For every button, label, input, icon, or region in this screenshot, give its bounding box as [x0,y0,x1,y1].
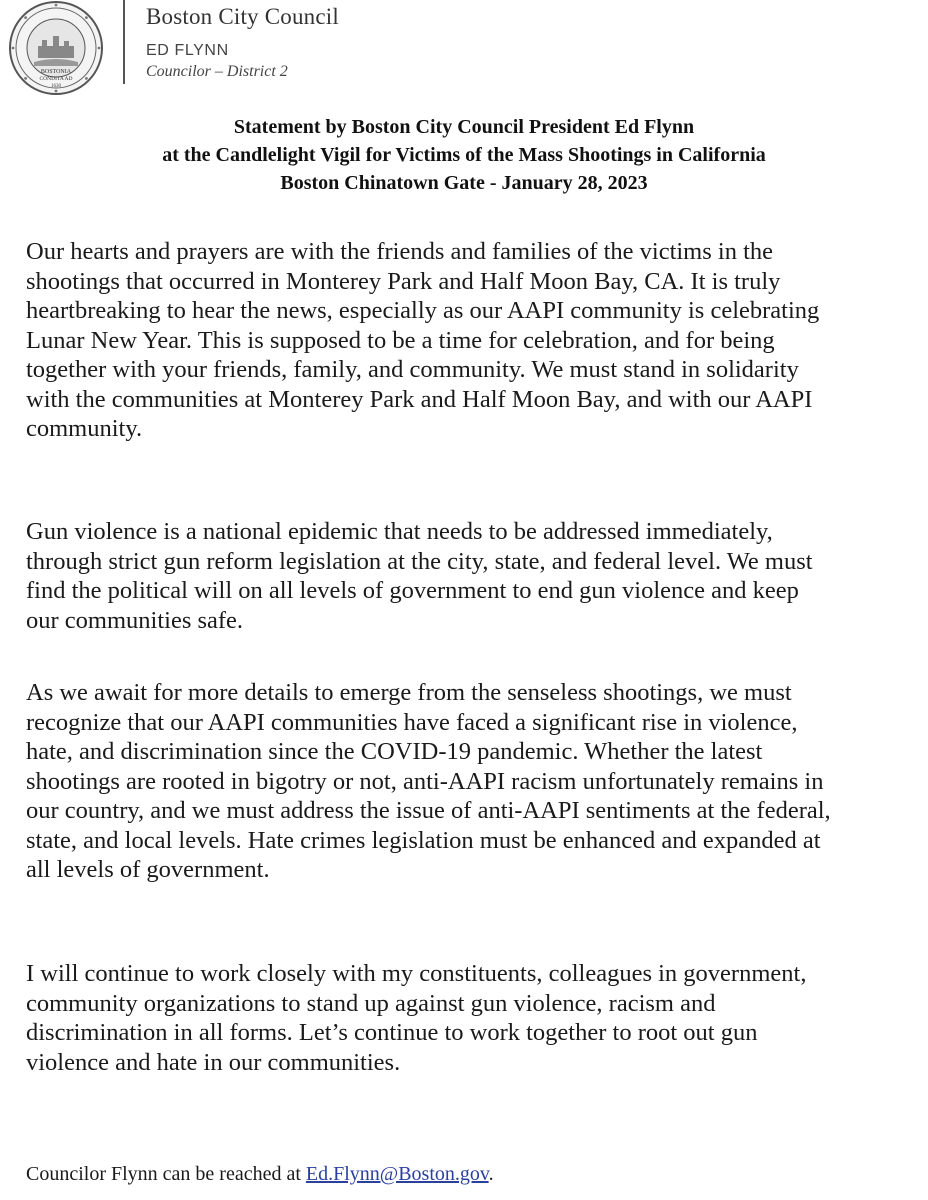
paragraph-line: I will continue to work closely with my constituents, colleagues in government, [26,960,807,987]
seal-text-middle: CONDITA AD [39,76,73,82]
paragraph-line: our communities safe. [26,606,244,634]
paragraph-3 [26,678,916,885]
title-line: at the Candlelight Vigil for Victims of the Mass Shootings in California [162,144,766,166]
paragraph-line: violence and hate in our communities. [26,1048,401,1076]
paragraph-2 [26,517,916,635]
title-line: Statement by Boston City Council President Ed Flynn [233,116,695,138]
paragraph-line: state, and local levels. Hate crimes legislation must be enhanced and expanded at [26,826,821,854]
paragraph-line: Our hearts and prayers are with the friends and families of the victims in the [26,238,774,265]
contact-suffix: . [488,1163,494,1185]
paragraph-line: find the political will on all levels of government to end gun violence and keep [26,577,799,604]
paragraph-line: shootings that occurred in Monterey Park and Half Moon Bay, CA. It is truly [26,267,781,295]
council-name: Boston City Council [146,4,339,29]
paragraph-line: As we await for more details to emerge from the senseless shootings, we must [26,679,792,706]
contact-footer [26,1163,494,1186]
statement-title [0,113,928,197]
paragraph-line: Gun violence is a national epidemic that needs to be addressed immediately, [26,518,773,545]
seal-text-top: BOSTONIA [40,69,72,75]
paragraph-line: heartbreaking to hear the news, especially as our AAPI community is celebrating [26,297,820,324]
paragraph-line: through strict gun reform legislation at the city, state, and federal level. We must [26,547,813,575]
paragraph-line: community. [26,415,143,442]
paragraph-line: our country, and we must address the issue of anti-AAPI sentiments at the federal, [26,797,831,824]
paragraph-line: together with your friends, family, and community. We must stand in solidarity [26,356,799,383]
paragraph-line: all levels of government. [26,856,270,883]
letterhead-divider [123,0,125,84]
contact-prefix: Councilor Flynn can be reached at [26,1163,306,1185]
email-link[interactable]: Ed.Flynn@Boston.gov [305,1163,489,1185]
paragraph-line: community organizations to stand up against gun violence, racism and [26,989,716,1017]
seal-text-year: 1630 [51,84,61,89]
paragraph-line: hate, and discrimination since the COVID-19 pandemic. Whether the latest [26,738,763,765]
paragraph-line: shootings are rooted in bigotry or not, anti-AAPI racism unfortunately remains in [26,767,824,795]
paragraph-line: with the communities at Monterey Park and Half Moon Bay, and with our AAPI [26,385,813,413]
city-seal-icon [8,0,104,96]
paragraph-4 [26,959,916,1077]
councilor-name: ED FLYNN [146,42,229,59]
paragraph-line: recognize that our AAPI communities have faced a significant rise in violence, [26,708,798,736]
paragraph-1 [26,237,916,444]
paragraph-line: Lunar New Year. This is supposed to be a time for celebration, and for being [26,326,775,354]
title-line: Boston Chinatown Gate - January 28, 2023 [280,172,648,194]
councilor-district: Councilor – District 2 [146,63,288,80]
paragraph-line: discrimination in all forms. Let’s continue to work together to root out gun [26,1019,758,1046]
